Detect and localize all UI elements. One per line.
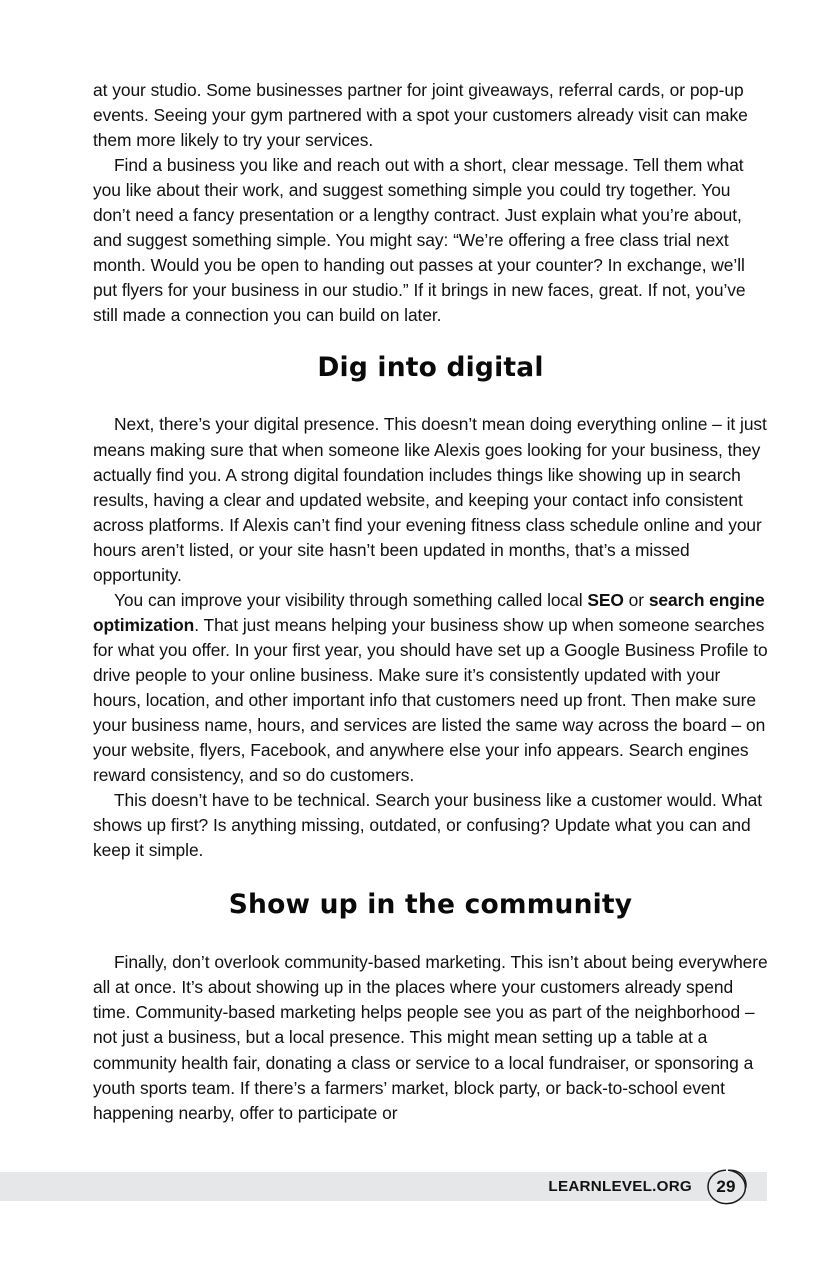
- spacer: [93, 383, 768, 412]
- term-search-engine-optimization: search engine optimization: [93, 589, 765, 635]
- page-number-badge: [705, 1167, 749, 1207]
- paragraph-seo: [93, 588, 768, 788]
- spacer: [93, 328, 768, 353]
- footer-content: [548, 1172, 767, 1201]
- paragraph-community-marketing: Finally, don’t overlook community-based marketing. This isn’t about being everywhere all at once. It’s about showing up in the places where your customers already spend time. Community-based marketing helps people see you as part of the neighborhood – not just a business, but a local presence. This might mean setting up a table at a community health fair, donating a class or service to a local fundraiser, or sponsoring a youth sports team. If there’s a farmers’ market, block party, or back-to-school event happening nearby, offer to participate or: [93, 952, 768, 1123]
- section-heading-dig-into-digital: Dig into digital: [317, 352, 544, 384]
- spacer: [93, 920, 768, 950]
- section-heading-show-up-in-the-community: Show up in the community: [228, 889, 633, 921]
- text-column: [93, 78, 768, 1126]
- page-footer: [0, 1172, 767, 1201]
- page-number: 29: [716, 1177, 736, 1196]
- footer-site-name: LEARNLEVEL.ORG: [548, 1178, 692, 1195]
- paragraph-not-technical: This doesn’t have to be technical. Search your business like a customer would. What shows up first? Is anything missing, outdated, or confusing? Update what you can and keep it simple.: [93, 790, 762, 861]
- paragraph-find-a-business: Find a business you like and reach out with a short, clear message. Tell them what you like about their work, and suggest something simple you could try together. You don’t need a fancy presentation or a lengthy contract. Just explain what you’re about, and suggest something simple. You might say: “We’re offering a free class trial next month. Would you be open to handing out passes at your counter? In exchange, we’ll put flyers for your business in our studio.” If it brings in new faces, great. If not, you’ve still made a connection you can build on later.: [93, 155, 746, 326]
- term-seo: SEO: [587, 589, 624, 610]
- paragraph-seo-part-2: or: [623, 589, 649, 610]
- paragraph-seo-part-3: . That just means helping your business show up when someone searches for what you offer. In your first year, you should have set up a Google Business Profile to drive people to your online business. Make sure it’s consistently updated with your hours, location, and other important info that customers need up front. Then make sure your business name, hours, and services are listed the same way across the board – on your website, flyers, Facebook, and anywhere else your info appears. Search engines reward consistency, and so do customers.: [93, 614, 768, 786]
- paragraph-continued: at your studio. Some businesses partner for joint giveaways, referral cards, or pop-up events. Seeing your gym partnered with a spot your customers already visit can make them more likely to try your services.: [93, 80, 748, 151]
- paragraph-digital-presence: Next, there’s your digital presence. This doesn’t mean doing everything online – it just means making sure that when someone like Alexis goes looking for your business, they actually find you. A strong digital foundation includes things like showing up in search results, having a clear and updated website, and keeping your contact info consistent across platforms. If Alexis can’t find your evening fitness class schedule online and your hours aren’t listed, or your site hasn’t been updated in months, that’s a missed opportunity.: [93, 414, 767, 585]
- spacer: [93, 863, 768, 890]
- paragraph-seo-part-1: You can improve your visibility through something called local: [114, 589, 588, 610]
